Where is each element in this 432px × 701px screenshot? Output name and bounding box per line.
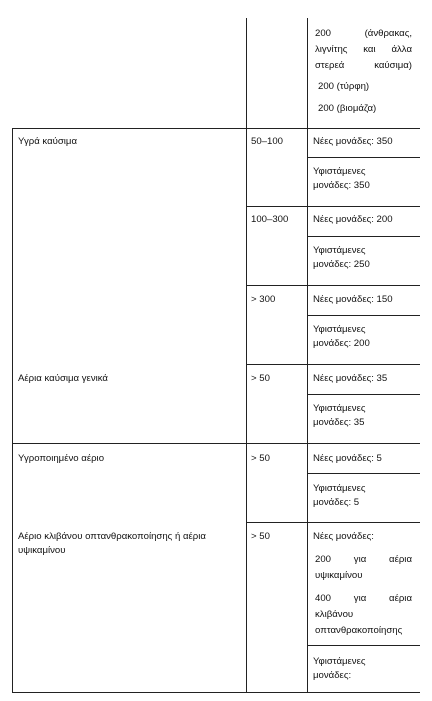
limit-coke-oven-gas: 400 για αέρια κλιβάνου οπτανθρακοποίησης bbox=[315, 593, 412, 636]
new-units-200: Νέες μονάδες: 200 bbox=[313, 214, 393, 225]
limit-solid-fuels: 200 (άνθρακας, λιγνίτης και άλλα στερεά καύσιμα) bbox=[315, 28, 412, 71]
fuel-gaseous: Αέρια καύσιμα γενικά bbox=[18, 373, 108, 384]
row-rule-2 bbox=[307, 157, 420, 158]
new-units-35: Νέες μονάδες: 35 bbox=[313, 373, 388, 384]
existing-units-5: Υφιστάμενες μονάδες: 5 bbox=[313, 483, 366, 508]
new-units-350: Νέες μονάδες: 350 bbox=[313, 136, 393, 147]
row-rule-5 bbox=[246, 285, 420, 286]
row-rule-8 bbox=[307, 394, 420, 395]
col-rule-left bbox=[12, 128, 13, 692]
existing-units-350: Υφιστάμενες μονάδες: 350 bbox=[313, 166, 370, 191]
limit-biomass: 200 (βιομάζα) bbox=[318, 103, 377, 114]
new-units-coke: Νέες μονάδες: bbox=[313, 531, 374, 542]
row-rule-3 bbox=[246, 206, 420, 207]
capacity-over-300: > 300 bbox=[251, 294, 276, 305]
capacity-coke: > 50 bbox=[251, 531, 270, 542]
row-rule-6 bbox=[307, 315, 420, 316]
row-rule-12 bbox=[307, 645, 420, 646]
row-rule-13 bbox=[12, 692, 420, 693]
row-rule-11 bbox=[246, 522, 420, 523]
col-rule-1 bbox=[246, 18, 247, 692]
new-units-5: Νέες μονάδες: 5 bbox=[313, 453, 382, 464]
existing-units-200: Υφιστάμενες μονάδες: 200 bbox=[313, 324, 370, 349]
capacity-gaseous: > 50 bbox=[251, 373, 270, 384]
row-rule-7 bbox=[246, 364, 420, 365]
row-rule-10 bbox=[307, 473, 420, 474]
existing-units-250: Υφιστάμενες μονάδες: 250 bbox=[313, 245, 370, 270]
fuel-lpg: Υγροποιημένο αέριο bbox=[18, 453, 105, 464]
capacity-lpg: > 50 bbox=[251, 453, 270, 464]
row-rule-4 bbox=[307, 236, 420, 237]
fuel-coke-oven-gas: Αέριο κλιβάνου οπτανθρακοποίησης ή αέρια υψικαμίνου bbox=[18, 531, 206, 556]
new-units-150: Νέες μονάδες: 150 bbox=[313, 294, 393, 305]
fuel-liquid: Υγρά καύσιμα bbox=[18, 136, 78, 147]
limit-peat: 200 (τύρφη) bbox=[318, 81, 370, 92]
col-rule-2 bbox=[307, 18, 308, 692]
capacity-100-300: 100–300 bbox=[251, 214, 289, 225]
row-rule-1 bbox=[12, 128, 420, 129]
existing-units-coke: Υφιστάμενες μονάδες: bbox=[313, 656, 366, 681]
limit-blast-furnace-gas: 200 για αέρια υψικαμίνου bbox=[315, 554, 412, 581]
existing-units-35: Υφιστάμενες μονάδες: 35 bbox=[313, 403, 366, 428]
capacity-50-100: 50–100 bbox=[251, 136, 284, 147]
row-rule-9 bbox=[12, 443, 420, 444]
